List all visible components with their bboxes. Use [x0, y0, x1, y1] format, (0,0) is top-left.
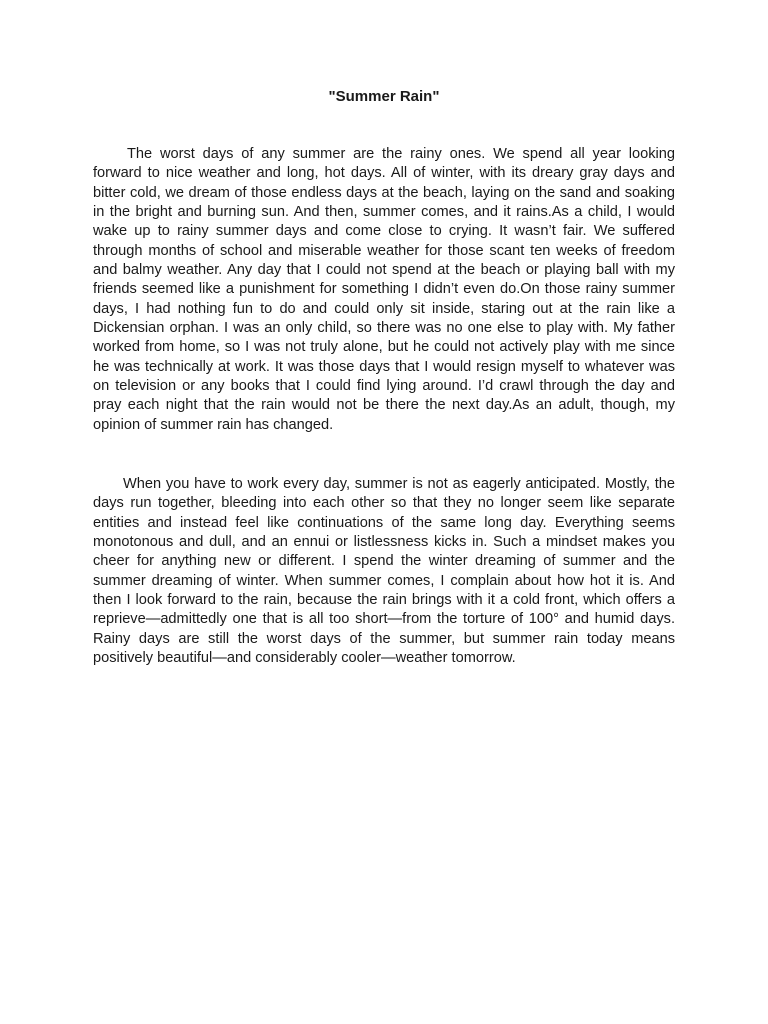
paragraph-1: The worst days of any summer are the rainy ones. We spend all year looking forward to nice weather and long, hot days. All of winter, with its dreary gray days and bitter cold, we dream of those endless days at the beach, laying on the sand and soaking in the bright and burning sun. And then, summer comes, and it rains.As a child, I would wake up to rainy summer days and come close to crying. It wasn’t fair. We suffered through months of school and miserable weather for those scant ten weeks of freedom and balmy weather. Any day that I could not spend at the beach or playing ball with my friends seemed like a punishment for something I didn’t even do.On those rainy summer days, I had nothing fun to do and could only sit inside, staring out at the rain like a Dickensian orphan. I was an only child, so there was no one else to play with. My father worked from home, so I was not truly alone, but he could not actively play with me since he was technically at work. It was those days that I would resign myself to whatever was on television or any books that I could find lying around. I’d crawl through the day and pray each night that the rain would not be there the next day.As an adult, though, my opinion of summer rain has changed. — [93, 146, 675, 433]
paragraph-2: When you have to work every day, summer is not as eagerly anticipated. Mostly, the days run together, bleeding into each other so that they no longer seem like separate entities and instead feel like continuations of the same long day. Everything seems monotonous and dull, and an ennui or listlessness kicks in. Such a mindset makes you cheer for anything new or different. I spend the winter dreaming of summer and the summer dreaming of winter. When summer comes, I complain about how hot it is. And then I look forward to the rain, because the rain brings with it a cold front, which offers a reprieve—admittedly one that is all too short—from the torture of 100° and humid days. Rainy days are still the worst days of the summer, but summer rain today means positively beautiful—and considerably cooler—weather tomorrow. — [93, 476, 675, 667]
document-title: "Summer Rain" — [328, 88, 440, 105]
